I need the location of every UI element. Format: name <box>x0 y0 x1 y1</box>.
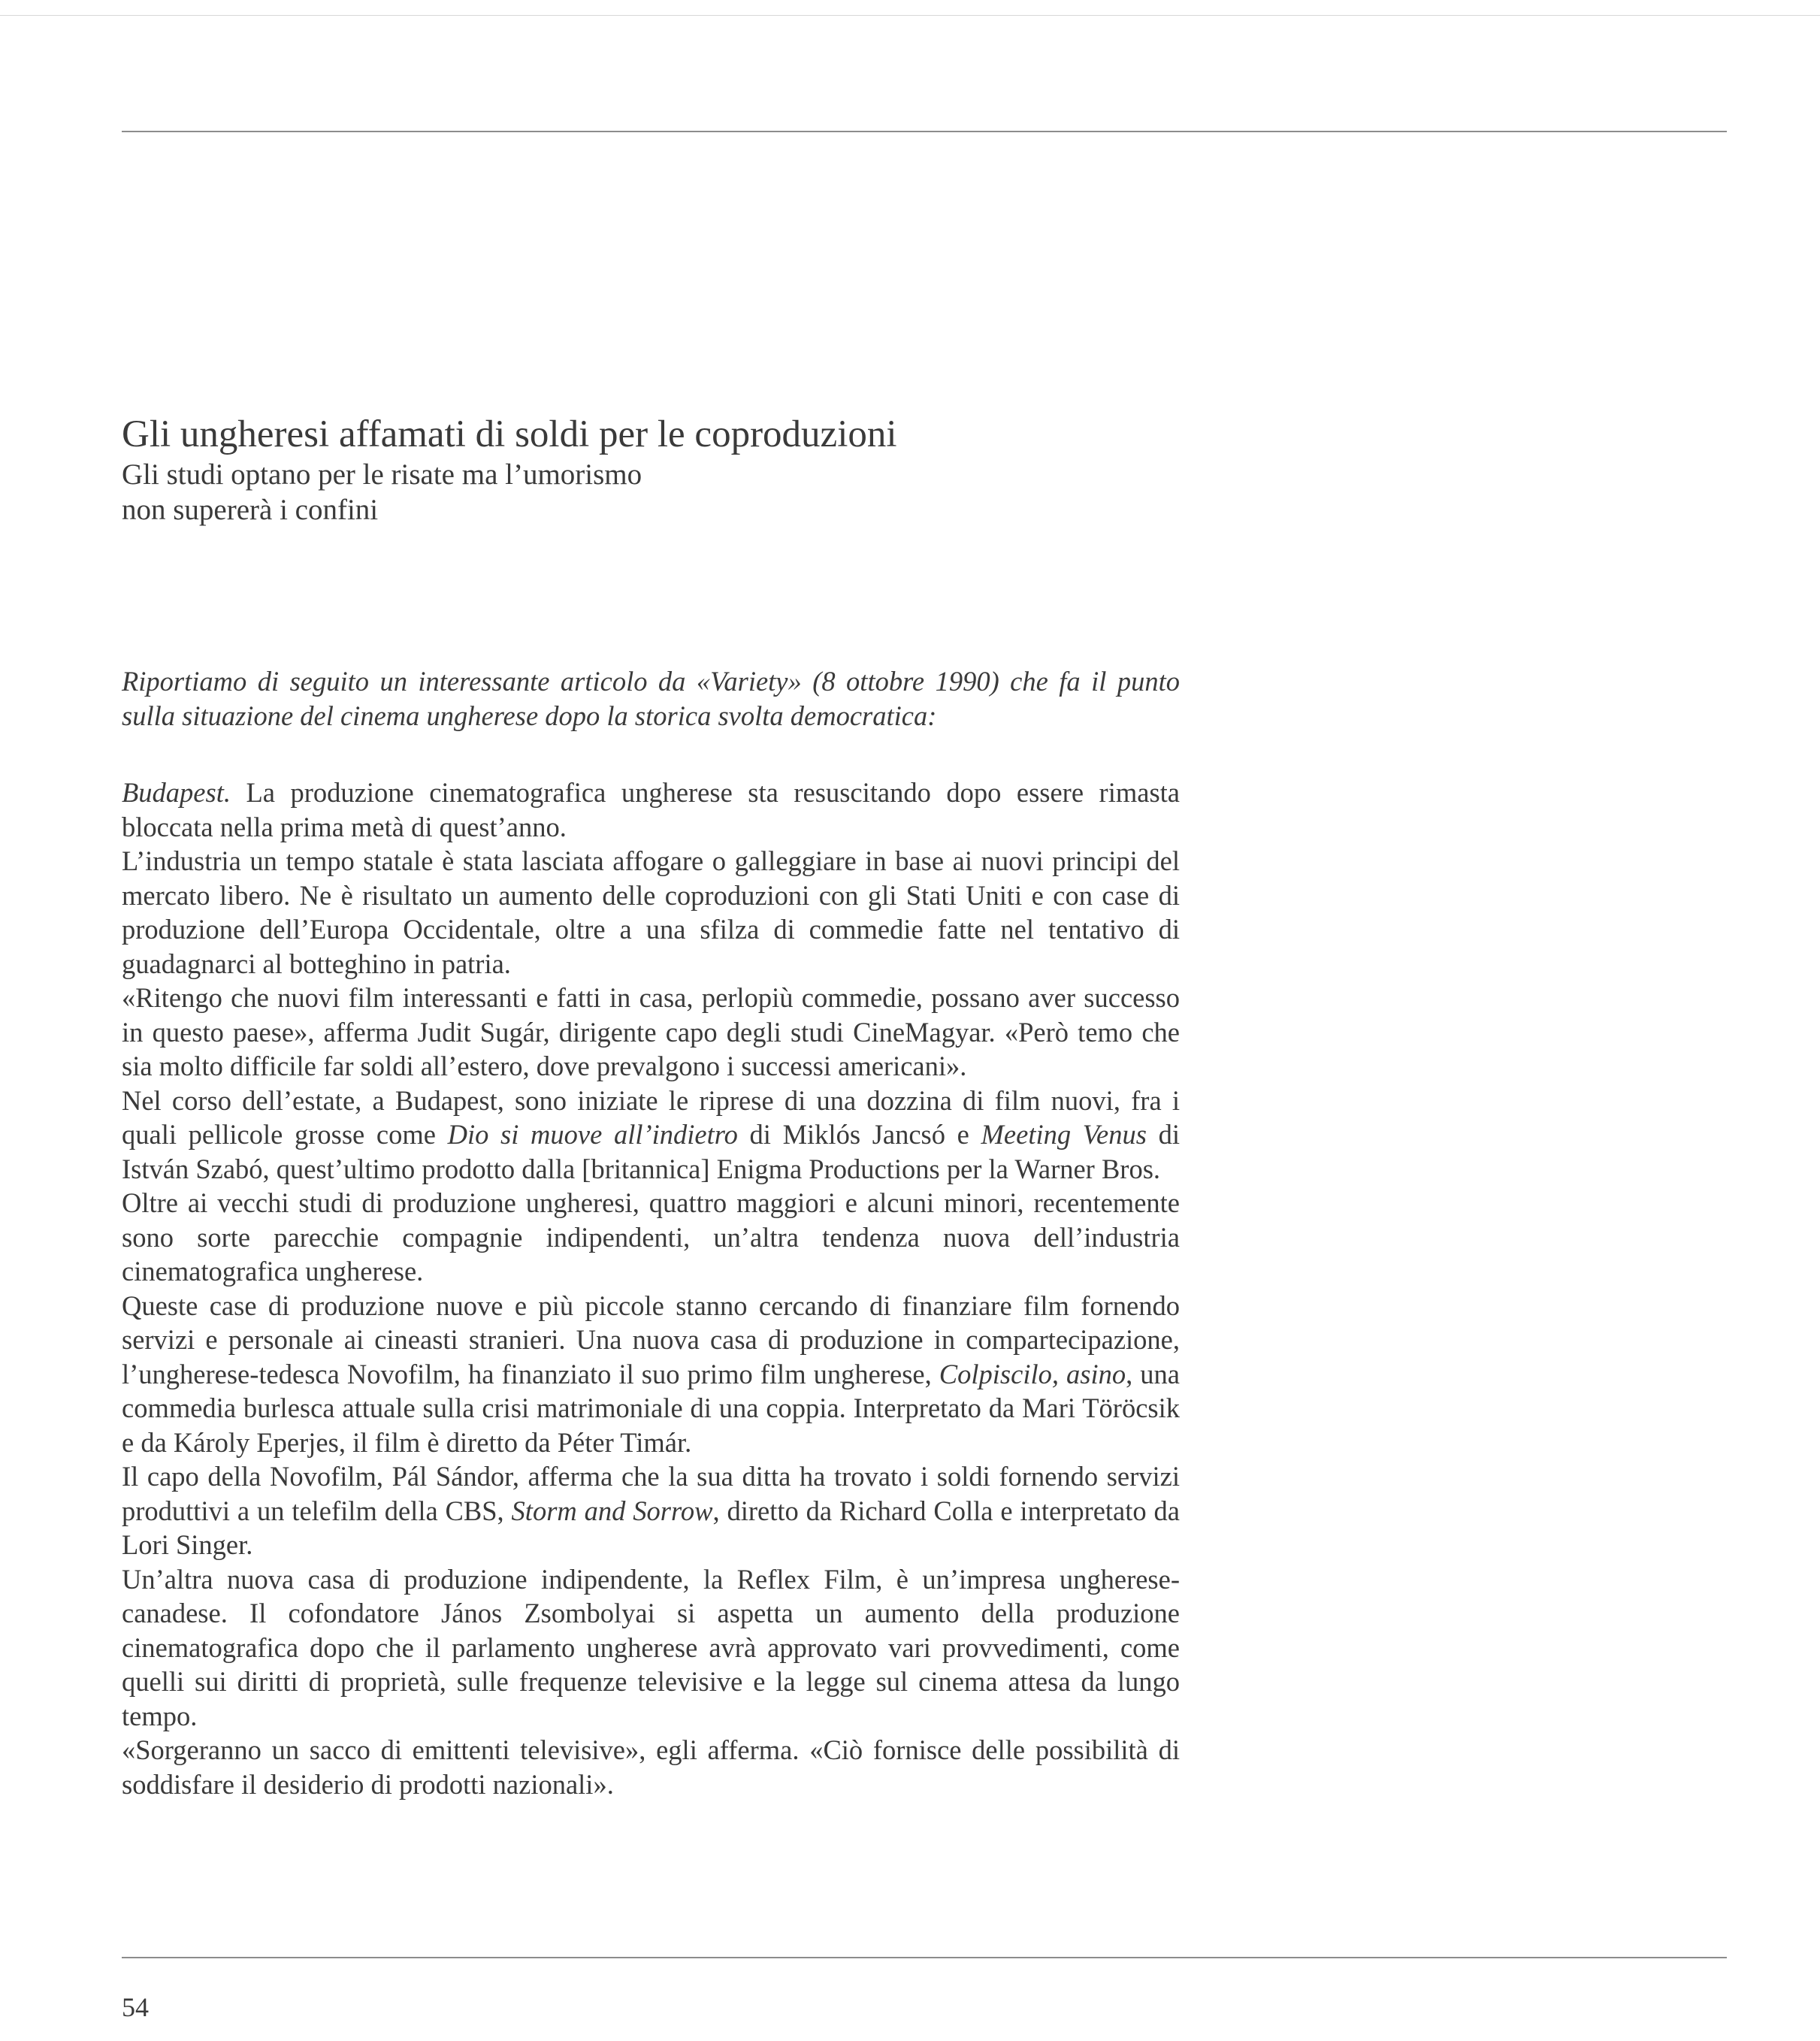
paragraph-4-text-a: Nel corso dell’estate, a Budapest, sono iniziate le riprese di una dozzina di film nuovi, fra i quali pellicole grosse come <box>122 1084 1180 1150</box>
paragraph-4-text-b: di Miklós Jancsó e <box>737 1119 981 1150</box>
paragraph-8: Un’altra nuova casa di produzione indipendente, la Reflex Film, è un’impresa ungherese-canadese. Il cofondatore János Zsombolyai si aspetta un aumento della produzione cinematografica dopo che il parlamento ungherese avrà approvato vari provvedimenti, come quelli sui diritti di proprietà, sulle frequenze televisive e la legge sul cinema attesa da lungo tempo. <box>122 1563 1180 1731</box>
paragraph-4 <box>122 1084 1180 1187</box>
paragraph-5: Oltre ai vecchi studi di produzione ungheresi, quattro maggiori e alcuni minori, recentemente sono sorte parecchie compagnie indipendenti, un’altra tendenza nuova dell’industria cinematografica ungherese. <box>122 1187 1180 1287</box>
paragraph-6-text-b: , una commedia burlesca attuale sulla crisi matrimoniale di una coppia. Interpretato da Mari Töröcsik e da Károly Eperjes, il film è diretto da Péter Timár. <box>122 1358 1180 1458</box>
editorial-intro: Riportiamo di seguito un interessante articolo da «Variety» (8 ottobre 1990) che fa il punto sulla situazione del cinema ungherese dopo la storica svolta democratica: <box>122 666 1180 731</box>
paragraph-7-text-b: , diretto da Richard Colla e interpretato da Lori Singer. <box>122 1495 1180 1560</box>
paragraph-2: L’industria un tempo statale è stata lasciata affogare o galleggiare in base ai nuovi principi del mercato libero. Ne è risultato un aumento delle coproduzioni con gli Stati Uniti e con case di produzione dell’Europa Occidentale, oltre a una sfilza di commedie fatte nel tentativo di guadagnarci al botteghino in patria. <box>122 845 1180 979</box>
article-headline <box>122 412 1249 528</box>
paragraph-6-text-a: Queste case di produzione nuove e più piccole stanno cercando di finanziare film fornendo servizi e personale ai cineasti stranieri. Una nuova casa di produzione in compartecipazione, l’ungherese-tedesca Novofilm, ha finanziato il suo primo film ungherese, <box>122 1290 1180 1389</box>
footer-rule <box>122 1957 1727 1958</box>
film-title-storm-and-sorrow: Storm and Sorrow <box>511 1495 713 1526</box>
paragraph-1-text: La produzione cinematografica ungherese sta resuscitando dopo essere rimasta bloccata nella prima metà di quest’anno. <box>122 777 1180 842</box>
paragraph-7-text-a: Il capo della Novofilm, Pál Sándor, afferma che la sua ditta ha trovato i soldi fornendo servizi produttivi a un telefilm della CBS, <box>122 1461 1180 1526</box>
film-title-meeting-venus: Meeting Venus <box>981 1119 1147 1150</box>
article-subtitle-line-1: Gli studi optano per le risate ma l’umorismo <box>122 458 642 491</box>
dateline: Budapest. <box>122 777 231 808</box>
page-number: 54 <box>122 1992 149 2022</box>
header-rule <box>122 131 1727 132</box>
article-body <box>122 664 1180 1801</box>
top-edge-rule <box>0 15 1820 16</box>
film-title-colpiscilo: Colpiscilo, asino <box>939 1358 1126 1389</box>
paragraph-4-text-c: di István Szabó, quest’ultimo prodotto dalla [britannica] Enigma Productions per la Warner Bros. <box>122 1119 1180 1184</box>
article-title: Gli ungheresi affamati di soldi per le coproduzioni <box>122 413 897 455</box>
paragraph-9: «Sorgeranno un sacco di emittenti televisive», egli afferma. «Ciò fornisce delle possibilità di soddisfare il desiderio di prodotti nazionali». <box>122 1734 1180 1800</box>
paragraph-1 <box>122 776 1180 844</box>
film-title-dio-si-muove: Dio si muove all’indietro <box>447 1119 738 1150</box>
paragraph-7 <box>122 1459 1180 1562</box>
paragraph-3: «Ritengo che nuovi film interessanti e fatti in casa, perlopiù commedie, possano aver successo in questo paese», afferma Judit Sugár, dirigente capo degli studi CineMagyar. «Però temo che sia molto difficile far soldi all’estero, dove prevalgono i successi americani». <box>122 982 1180 1081</box>
paragraph-6 <box>122 1289 1180 1460</box>
article-subtitle-line-2: non supererà i confini <box>122 494 379 526</box>
